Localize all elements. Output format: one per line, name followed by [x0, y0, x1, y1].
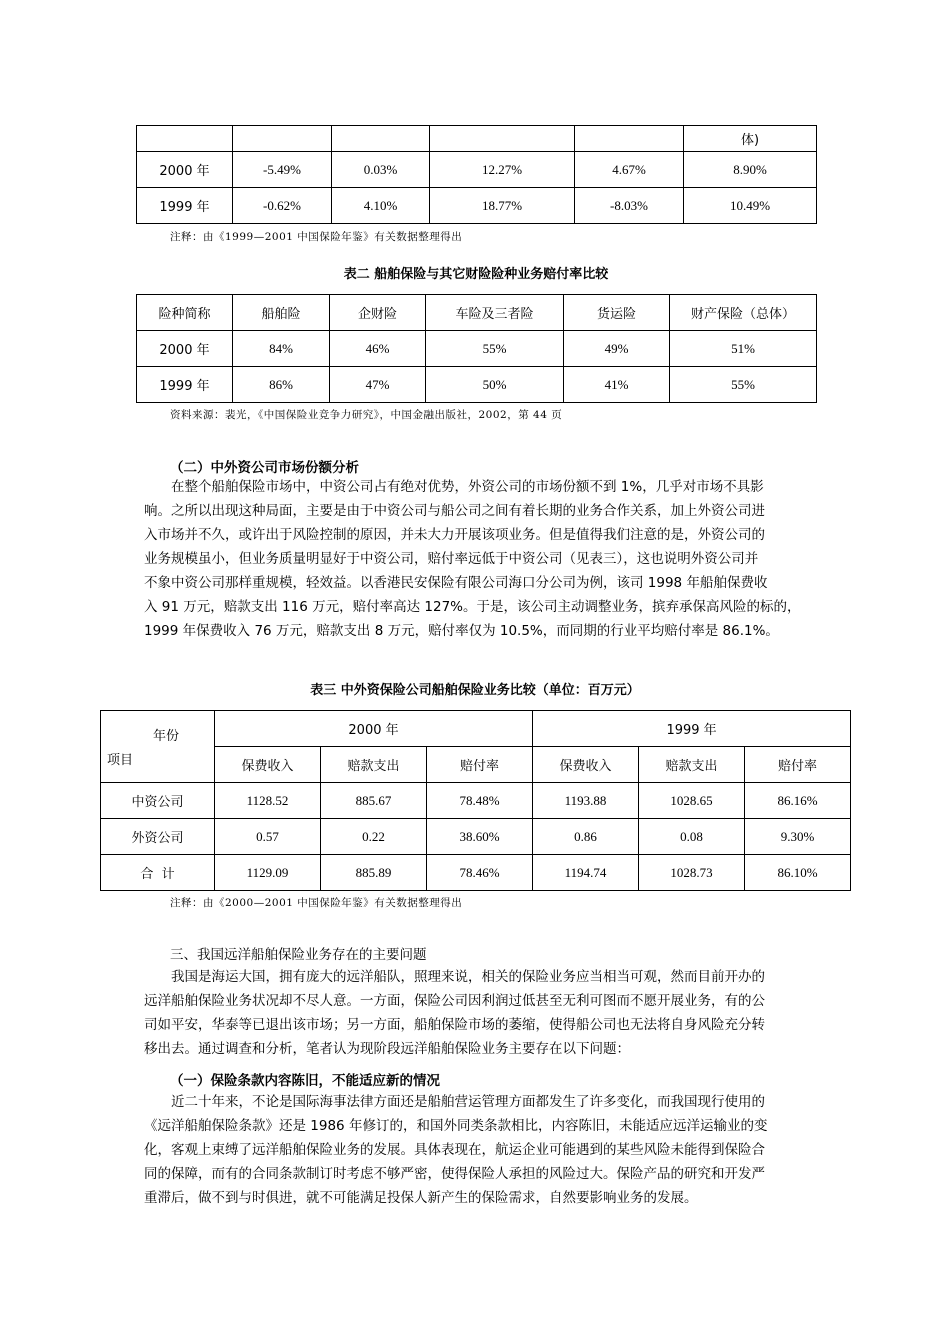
table-row: 2000 年 84% 46% 55% 49% 51% — [137, 331, 817, 367]
section-2-paragraph: 在整个船舶保险市场中，中资公司占有绝对优势，外资公司的市场份额不到 1%，几乎对市场不具影 响。之所以出现这种局面，主要是由于中资公司与船公司之间有着长期的业务合作关系，加上外资公司进 入市场并不久，或许出于风险控制的原因，并未大力开展该项业务。但是值得我们注意的是，外资公司的 业务规模虽小，但业务质量明显好于中资公司，赔付率远低于中资公司（见表三），这也说明外资公司并 不象中资公司那样重规模，轻效益。以香港民安保险有限公司海口分公司为例，该司 1998 年船舶保费收 入 91 万元，赔款支出 116 万元，赔付率高达 127%。于是，该公司主动调整业务，摈弃承保高风险的标的， 1999 年保费收入 76 万元，赔款支出 8 万元，赔付率仅为 10.5%，而同期的行业平均赔付率是 86.1%。 — [144, 479, 801, 639]
table-row: 中资公司 1128.52 885.67 78.48% 1193.88 1028.65 86.16% — [101, 783, 851, 819]
table-header-row: 年份 项目 2000 年 1999 年 — [101, 711, 851, 747]
table-2-source: 资料来源：裴光，《中国保险业竞争力研究》，中国金融出版社，2002，第 44 页 — [170, 409, 563, 421]
table-row — [137, 126, 817, 152]
table-subheader-row: 保费收入 赔款支出 赔付率 保费收入 赔款支出 赔付率 — [101, 747, 851, 783]
table-2-caption: 表二 船舶保险与其它财险险种业务赔付率比较 — [343, 267, 609, 282]
subsection-heading: （一）保险条款内容陈旧，不能适应新的情况 — [170, 1073, 440, 1089]
table-row: 外资公司 0.57 0.22 38.60% 0.86 0.08 9.30% — [101, 819, 851, 855]
table-row: 2000 年 -5.49% 0.03% 12.27% 4.67% 8.90% — [137, 152, 817, 188]
table-3-note: 注释：由《2000—2001 中国保险年鉴》有关数据整理得出 — [170, 897, 463, 909]
section-heading: （二）中外资公司市场份额分析 — [170, 460, 359, 476]
section-3-paragraph: 我国是海运大国，拥有庞大的远洋船队，照理来说，相关的保险业务应当相当可观，然而目前开办的 远洋船舶保险业务状况却不尽人意。一方面，保险公司因利润过低甚至无利可图而不愿开展业务，有的公 司如平安，华泰等已退出该市场；另一方面，船舶保险市场的萎缩，使得船公司也无法将自身风险充分转 移出去。通过调查和分析，笔者认为现阶段远洋船舶保险业务主要存在以下问题： — [144, 969, 765, 1057]
table-row: 1999 年 86% 47% 50% 41% 55% — [137, 367, 817, 403]
table-3 — [100, 710, 851, 891]
table-row: 合 计 1129.09 885.89 78.46% 1194.74 1028.73 86.10% — [101, 855, 851, 891]
table-1-note: 注释：由《1999—2001 中国保险年鉴》有关数据整理得出 — [170, 231, 463, 243]
corner-cell: 年份 项目 — [101, 711, 215, 783]
table-1 — [136, 125, 817, 224]
header-cell: 体) — [684, 126, 817, 152]
subsection-paragraph: 近二十年来，不论是国际海事法律方面还是船舶营运管理方面都发生了许多变化，而我国现行使用的 《远洋船舶保险条款》还是 1986 年修订的，和国外同类条款相比，内容陈旧，未能适应远洋运输业的变 化，客观上束缚了远洋船舶保险业务的发展。具体表现在，航运企业可能遇到的某些风险未能得到保险合 同的保障，而有的合同条款制订时考虑不够严密，使得保险人承担的风险过大。保险产品的研究和开发严 重滞后，做不到与时俱进，就不可能满足投保人新产生的保险需求，自然要影响业务的发展。 — [144, 1094, 768, 1206]
section-heading: 三、我国远洋船舶保险业务存在的主要问题 — [170, 947, 427, 963]
table-header-row: 险种简称 船舶险 企财险 车险及三者险 货运险 财产保险（总体） — [137, 295, 817, 331]
table-3-caption: 表三 中外资保险公司船舶保险业务比较（单位：百万元） — [310, 683, 640, 698]
table-row: 1999 年 -0.62% 4.10% 18.77% -8.03% 10.49% — [137, 188, 817, 224]
table-2 — [136, 294, 817, 403]
